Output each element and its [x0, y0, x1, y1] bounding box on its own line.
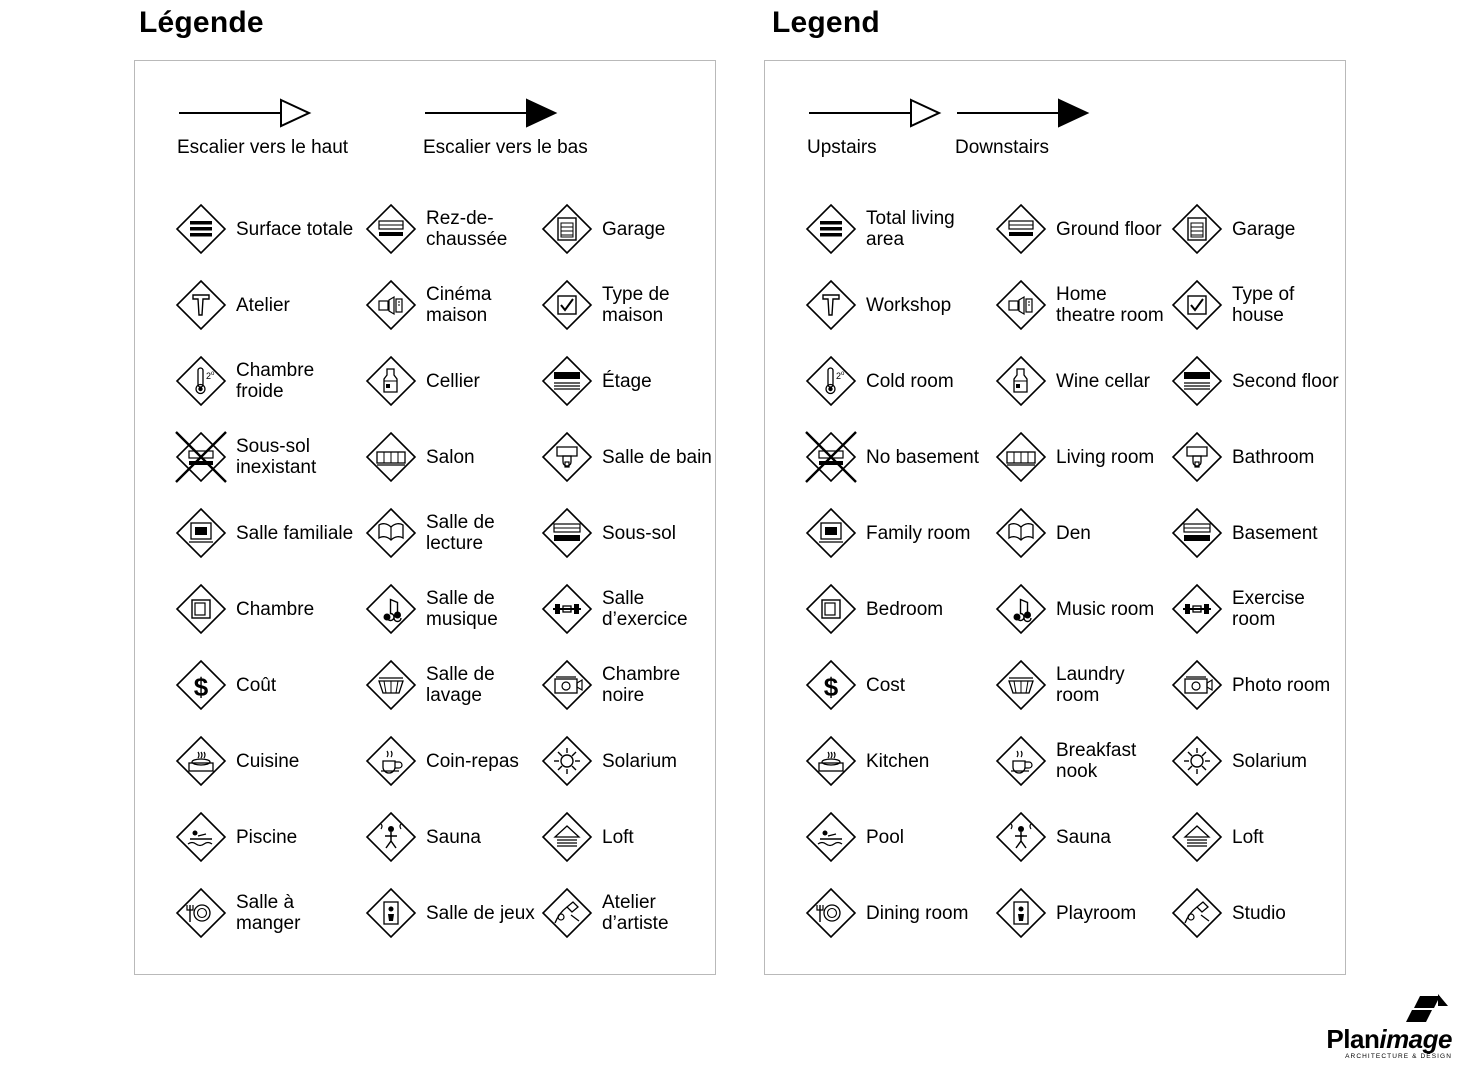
- breakfast-nook-icon: [993, 733, 1049, 789]
- legend-item-label: Garage: [1232, 218, 1296, 240]
- legend-item-label: Salle de lecture: [426, 512, 495, 554]
- bedroom-icon: [803, 581, 859, 637]
- legend-panel-en: [764, 60, 1346, 975]
- legend-item-label: Chambre: [236, 598, 315, 620]
- legend-item: [173, 799, 363, 875]
- legend-item-label: Garage: [602, 218, 666, 240]
- legend-item: [803, 723, 993, 799]
- legend-item-label: Salon: [426, 446, 475, 468]
- music-room-icon: [993, 581, 1049, 637]
- legend-item-label: Dining room: [866, 902, 969, 924]
- legend-item-label: Loft: [1232, 826, 1264, 848]
- legend-grid-fr: [135, 191, 715, 951]
- svg-text:$: $: [193, 672, 209, 702]
- legend-item: [1169, 191, 1345, 267]
- legend-item: [539, 723, 715, 799]
- legend-item: [803, 191, 993, 267]
- solarium-icon: [539, 733, 595, 789]
- music-room-icon: [363, 581, 419, 637]
- legend-item: [1169, 647, 1345, 723]
- legend-item-label: Photo room: [1232, 674, 1331, 696]
- legend-item: [539, 799, 715, 875]
- legend-item-label: Cinéma maison: [426, 284, 492, 326]
- legend-item-label: Salle de bain: [602, 446, 712, 468]
- stairs-legend-en: [765, 95, 1345, 195]
- legend-item: [363, 419, 539, 495]
- legend-item: [363, 343, 539, 419]
- legend-item: [993, 343, 1169, 419]
- legend-item-label: Atelier d’artiste: [602, 892, 669, 934]
- garage-icon: [539, 201, 595, 257]
- stair-up-label-en: Upstairs: [807, 137, 877, 158]
- legend-item: [1169, 267, 1345, 343]
- legend-item: [1169, 723, 1345, 799]
- legend-item: [173, 343, 363, 419]
- legend-item-label: Piscine: [236, 826, 298, 848]
- type-of-house-icon: [1169, 277, 1225, 333]
- legend-item: [803, 571, 993, 647]
- legend-item: [173, 267, 363, 343]
- family-room-icon: [803, 505, 859, 561]
- legend-item-label: Salle de lavage: [426, 664, 495, 706]
- legend-item: [363, 267, 539, 343]
- legend-item-label: Bedroom: [866, 598, 944, 620]
- legend-item: [1169, 571, 1345, 647]
- den-icon: [993, 505, 1049, 561]
- sauna-icon: [363, 809, 419, 865]
- dining-room-icon: [803, 885, 859, 941]
- legend-item-label: Coût: [236, 674, 277, 696]
- second-floor-icon: [1169, 353, 1225, 409]
- studio-icon: [539, 885, 595, 941]
- legend-item: [173, 419, 363, 495]
- legend-item: [539, 647, 715, 723]
- stair-down-label-fr: Escalier vers le bas: [423, 137, 588, 158]
- logo-tagline: ARCHITECTURE & DESIGN: [1345, 1053, 1452, 1060]
- page-title-fr: Légende: [139, 6, 264, 39]
- bedroom-icon: [173, 581, 229, 637]
- legend-item-label: Sauna: [1056, 826, 1111, 848]
- legend-item: [993, 267, 1169, 343]
- exercise-room-icon: [539, 581, 595, 637]
- playroom-icon: [993, 885, 1049, 941]
- legend-item: [539, 343, 715, 419]
- legend-item: [363, 723, 539, 799]
- home-theatre-icon: [363, 277, 419, 333]
- living-room-icon: [363, 429, 419, 485]
- legend-item: [173, 571, 363, 647]
- logo-word-image: image: [1379, 1024, 1452, 1054]
- cost-icon: [173, 657, 229, 713]
- legend-item-label: Breakfast nook: [1056, 740, 1137, 782]
- legend-item: [803, 343, 993, 419]
- photo-room-icon: [539, 657, 595, 713]
- legend-item: [363, 799, 539, 875]
- den-icon: [363, 505, 419, 561]
- stair-up-fr: [177, 95, 348, 159]
- legend-item-label: Cold room: [866, 370, 954, 392]
- legend-item-label: Solarium: [1232, 750, 1307, 772]
- legend-item: [539, 419, 715, 495]
- stair-up-label-fr: Escalier vers le haut: [177, 137, 349, 158]
- legend-item-label: Type of house: [1232, 284, 1295, 326]
- legend-item: [993, 571, 1169, 647]
- legend-item: [539, 495, 715, 571]
- arrow-up-outline-icon: [807, 95, 942, 131]
- legend-item: [1169, 799, 1345, 875]
- legend-item-label: Studio: [1232, 902, 1286, 924]
- stair-down-label-en: Downstairs: [955, 137, 1049, 158]
- legend-item: [803, 419, 993, 495]
- legend-item-label: Sous-sol: [602, 522, 676, 544]
- playroom-icon: [363, 885, 419, 941]
- legend-item: [803, 495, 993, 571]
- svg-text:o: o: [841, 371, 845, 377]
- legend-item-label: Salle d’exercice: [602, 588, 688, 630]
- pool-icon: [803, 809, 859, 865]
- stair-down-fr: [423, 95, 588, 159]
- legend-item-label: Music room: [1056, 598, 1155, 620]
- family-room-icon: [173, 505, 229, 561]
- legend-item: [173, 875, 363, 951]
- legend-item-label: Exercise room: [1232, 588, 1305, 630]
- ground-floor-icon: [363, 201, 419, 257]
- legend-item-label: Playroom: [1056, 902, 1137, 924]
- laundry-room-icon: [363, 657, 419, 713]
- basement-icon: [539, 505, 595, 561]
- wine-cellar-icon: [363, 353, 419, 409]
- legend-item: [173, 647, 363, 723]
- arrow-up-outline-icon: [177, 95, 348, 131]
- no-basement-icon: [803, 429, 859, 485]
- legend-item: [1169, 875, 1345, 951]
- cost-icon: [803, 657, 859, 713]
- legend-item-label: Sauna: [426, 826, 481, 848]
- svg-text:$: $: [823, 672, 839, 702]
- legend-item-label: Type de maison: [602, 284, 670, 326]
- legend-item: [363, 647, 539, 723]
- sauna-icon: [993, 809, 1049, 865]
- arrow-down-filled-icon: [423, 95, 588, 131]
- stair-up-en: [807, 95, 942, 159]
- legend-item-label: Pool: [866, 826, 905, 848]
- legend-item-label: Home theatre room: [1056, 284, 1164, 326]
- legend-item: [993, 191, 1169, 267]
- legend-item-label: Atelier: [236, 294, 290, 316]
- legend-item: [173, 191, 363, 267]
- legend-item-label: Living room: [1056, 446, 1155, 468]
- loft-icon: [539, 809, 595, 865]
- legend-item-label: Basement: [1232, 522, 1318, 544]
- photo-room-icon: [1169, 657, 1225, 713]
- legend-item-label: Cost: [866, 674, 906, 696]
- total-living-area-icon: [803, 201, 859, 257]
- no-basement-icon: [173, 429, 229, 485]
- solarium-icon: [1169, 733, 1225, 789]
- stairs-legend-fr: [135, 95, 715, 195]
- home-theatre-icon: [993, 277, 1049, 333]
- exercise-room-icon: [1169, 581, 1225, 637]
- laundry-room-icon: [993, 657, 1049, 713]
- legend-item-label: Wine cellar: [1056, 370, 1150, 392]
- legend-item: [993, 647, 1169, 723]
- legend-item-label: Cellier: [426, 370, 480, 392]
- legend-item-label: Étage: [602, 370, 652, 392]
- pool-icon: [173, 809, 229, 865]
- kitchen-icon: [803, 733, 859, 789]
- legend-item-label: Total living area: [866, 208, 955, 250]
- legend-item-label: Cuisine: [236, 750, 300, 772]
- legend-item: [363, 495, 539, 571]
- cold-room-icon: [803, 353, 859, 409]
- legend-item-label: Bathroom: [1232, 446, 1315, 468]
- legend-item: [803, 875, 993, 951]
- svg-text:2: 2: [836, 371, 842, 381]
- legend-item: [363, 875, 539, 951]
- living-room-icon: [993, 429, 1049, 485]
- legend-item-label: Laundry room: [1056, 664, 1125, 706]
- legend-item: [993, 495, 1169, 571]
- legend-grid-en: [765, 191, 1345, 951]
- legend-item-label: Rez-de-chaussée: [426, 208, 508, 250]
- breakfast-nook-icon: [363, 733, 419, 789]
- loft-icon: [1169, 809, 1225, 865]
- legend-item: [803, 267, 993, 343]
- legend-item: [539, 191, 715, 267]
- legend-item: [803, 647, 993, 723]
- legend-item: [539, 267, 715, 343]
- bathroom-icon: [539, 429, 595, 485]
- legend-item-label: Salle de jeux: [426, 902, 535, 924]
- legend-item: [1169, 343, 1345, 419]
- studio-icon: [1169, 885, 1225, 941]
- arrow-down-filled-icon: [955, 95, 1090, 131]
- legend-item: [539, 875, 715, 951]
- stair-down-en: [955, 95, 1090, 159]
- ground-floor-icon: [993, 201, 1049, 257]
- legend-item: [173, 495, 363, 571]
- logo-mark-icon: [1394, 994, 1450, 1033]
- legend-item-label: Workshop: [866, 294, 952, 316]
- legend-item: [363, 191, 539, 267]
- legend-item: [993, 875, 1169, 951]
- kitchen-icon: [173, 733, 229, 789]
- legend-item-label: Salle familiale: [236, 522, 354, 544]
- wine-cellar-icon: [993, 353, 1049, 409]
- total-living-area-icon: [173, 201, 229, 257]
- legend-item-label: Surface totale: [236, 218, 354, 240]
- basement-icon: [1169, 505, 1225, 561]
- legend-item-label: Coin-repas: [426, 750, 519, 772]
- workshop-icon: [173, 277, 229, 333]
- legend-item-label: Loft: [602, 826, 634, 848]
- dining-room-icon: [173, 885, 229, 941]
- legend-item-label: Ground floor: [1056, 218, 1162, 240]
- type-of-house-icon: [539, 277, 595, 333]
- svg-text:o: o: [211, 371, 215, 377]
- legend-item: [993, 723, 1169, 799]
- legend-item: [173, 723, 363, 799]
- legend-item: [363, 571, 539, 647]
- legend-item: [1169, 419, 1345, 495]
- page-title-en: Legend: [772, 6, 880, 39]
- legend-item-label: Sous-sol inexistant: [236, 436, 317, 478]
- legend-item: [993, 419, 1169, 495]
- garage-icon: [1169, 201, 1225, 257]
- legend-item-label: Salle à manger: [236, 892, 301, 934]
- legend-item-label: Family room: [866, 522, 971, 544]
- legend-item: [993, 799, 1169, 875]
- legend-item-label: Chambre froide: [236, 360, 315, 402]
- legend-item-label: Salle de musique: [426, 588, 498, 630]
- planimage-logo: [1302, 1026, 1452, 1060]
- legend-item-label: Solarium: [602, 750, 677, 772]
- legend-item-label: Kitchen: [866, 750, 930, 772]
- workshop-icon: [803, 277, 859, 333]
- legend-item: [1169, 495, 1345, 571]
- legend-item-label: Den: [1056, 522, 1091, 544]
- bathroom-icon: [1169, 429, 1225, 485]
- second-floor-icon: [539, 353, 595, 409]
- cold-room-icon: [173, 353, 229, 409]
- legend-item-label: No basement: [866, 446, 980, 468]
- legend-item-label: Second floor: [1232, 370, 1339, 392]
- svg-text:2: 2: [206, 371, 212, 381]
- legend-item: [803, 799, 993, 875]
- legend-item-label: Chambre noire: [602, 664, 681, 706]
- legend-panel-fr: [134, 60, 716, 975]
- logo-word-plan: Plan: [1326, 1024, 1380, 1054]
- legend-item: [539, 571, 715, 647]
